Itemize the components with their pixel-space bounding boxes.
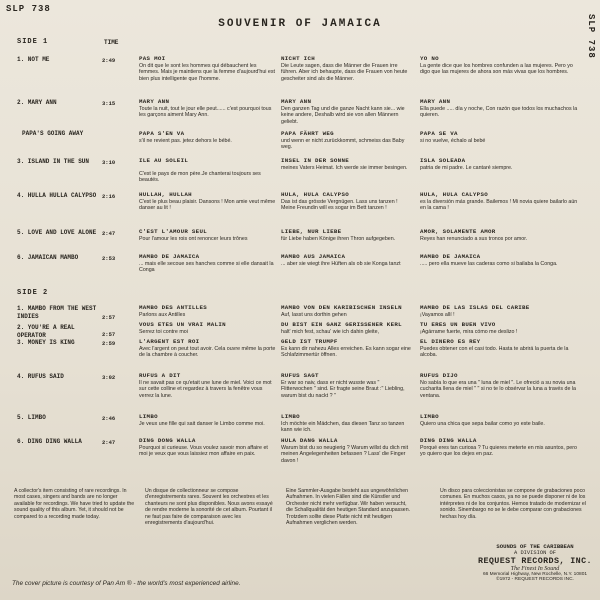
lyric-text: Pour l'amour les rois ont renoncer leurs trônes [139,235,248,242]
cover-credit: The cover picture is courtesy of Pan Am ® - the world's most experienced airline. [12,580,241,587]
lyric-block-de [281,99,411,125]
lyric-text: ... aber sie wiegt ihre Hüften als ob sie Konga tanzt [281,260,401,267]
lyric-text: und wenn er nicht zurückkommt, schmeiss das Baby weg. [281,137,405,151]
track-time: 2:16 [102,193,116,200]
lyric-text: patria de mi padre. Le cantaré siempre. [420,164,513,171]
lyric-block-fr [139,254,276,274]
lyric-heading: MARY ANN [420,98,451,105]
catalog-number-top-left: SLP 738 [6,4,51,14]
lyric-text: Porqué eres tan curiosa ? Tu quieres meterte en mis asuntos, pero yo quiero que los dejes en paz. [420,444,577,458]
lyric-block-es [420,131,580,144]
lyric-heading: HULLAH, HULLAH [139,191,192,198]
lyric-text: Quiero una chica que sepa bailar como yo este baile. [420,420,545,427]
side-2-heading: SIDE 2 [17,289,49,297]
track-list-item: 3. ISLAND IN THE SUN [17,158,90,165]
track-time: 2:57 [102,331,116,338]
catalog-number-vertical-right: SLP 738 [586,14,596,59]
track-list-item: 2. YOU'RE A REAL OPERATOR [17,324,75,339]
lyric-block-fr [139,339,276,359]
lyric-text: Es kann dir nahezu Alles erreichen. Es kann sogar eine Schlafzimmertür öffnen. [281,345,411,359]
lyric-text: Er war so naiv, dass er nicht wusste was " Flitterwochen " sind. Er fragte seine Braut :" Liebling, warum bist du nackt ? " [281,379,405,399]
lyric-block-de [281,322,411,335]
lyric-block-de [281,158,411,171]
label-address: 66 Memorial Highway, New Rochelle, N.Y. 10801 [482,572,588,577]
track-list-item: 5. LOVE AND LOVE ALONE [17,229,97,236]
track-list-item: 5. LIMBO [17,414,46,421]
track-list-item: 4. RUFUS SAID [17,373,64,380]
lyric-block-es [420,322,580,335]
lyric-block-fr [139,99,276,119]
lyric-block-de [281,131,411,151]
lyric-heading: DING DONG WALLA [139,437,196,444]
lyric-text: Warum bist du so neugierig ? Warum willst du dich mit meinen Angelegenheiten befassen ? Lass' die Finger davon ! [281,444,409,464]
lyric-block-de [281,438,411,464]
track-time: 2:57 [102,314,116,321]
lyric-block-de [281,56,411,82]
lyric-block-es [420,192,580,212]
track-time: 3:10 [102,159,116,166]
lyric-heading: PAPA S'EN VA [139,130,185,137]
track-list-item: 6. DING DING WALLA [17,438,82,445]
lyric-text: ¡Agárrame fuerte, mira cómo me deslizo ! [420,328,518,335]
track-list-item: 3. MONEY IS KING [17,339,75,346]
lyric-heading: RUFUS SAGT [281,372,319,379]
lyric-heading: MARY ANN [281,98,312,105]
label-tagline: The Finest In Sound [510,566,560,572]
lyric-heading: LIMBO [139,413,158,420]
label-copyright: ©1972 - REQUEST RECORDS INC. [496,577,574,582]
lyric-heading: YO NO [420,55,439,62]
lyric-text: Parlons aux Antilles [139,311,186,318]
lyric-text: Pourquoi si curieuse. Vous voulez savoir mon affaire et moi je veux que vous laissiez mon affaire en paix. [139,444,268,458]
lyric-heading: L'ARGENT EST ROI [139,338,200,345]
lyric-block-de [281,414,411,434]
label-line-sounds: SOUNDS OF THE CARIBBEAN [496,543,574,550]
lyric-text: Ich möchte ein Mädchen, das diesen Tanz so tanzen kann wie ich. [281,420,405,434]
lyric-block-fr [139,56,276,82]
lyric-block-es [420,305,580,318]
lyric-block-de [281,229,411,242]
lyric-heading: DING DING WALLA [420,437,477,444]
lyric-heading: LIMBO [420,413,439,420]
lyric-block-es [420,414,580,427]
lyric-heading: MAMBO DE JAMAICA [420,253,481,260]
lyric-block-es [420,438,580,458]
lyric-heading: MAMBO AUS JAMAICA [281,253,346,260]
lyric-block-es [420,99,580,119]
lyric-block-fr [139,158,276,184]
lyric-heading: INSEL IN DER SONNE [281,157,350,164]
time-heading: TIME [104,39,119,46]
lyric-heading: EL DINERO ES REY [420,338,481,345]
lyric-text: ¡Vayamos allí ! [420,311,455,318]
lyric-heading: DU BIST EIN GANZ GERISSENER KERL [281,321,402,328]
track-time: 3:15 [102,100,116,107]
track-time: 2:47 [102,230,116,237]
lyric-heading: ISLA SOLEADA [420,157,466,164]
lyric-text: C'est le plus beau plaisir. Dansons ! Mon amie veut même danser au lit ! [139,198,276,212]
lyric-block-de [281,305,411,318]
lyric-text: s'il ne revient pas. jetez dehors le bébé. [139,137,232,144]
collector-note-fr: Un disque de collectionneur se compose d'enregistrements rares. Souvent les orchestres et les chanteurs ne sont plus disponibles. Nous avons essayé de rendre moderne la sonorité de cet album. Pourtant il ne faut pas faire de comparaison avec les enregistrements d'aujourd'hui. [145,488,273,527]
lyric-text: ... mais elle secoue ses hanches comme si elle dansait la Conga [139,260,274,274]
lyric-heading: MAMBO VON DEN KARIBISCHEN INSELN [281,304,402,311]
lyric-text: meines Vaters Heimat. Ich werde sie immer besingen. [281,164,408,171]
lyric-text: Toute la nuit, tout le jour elle peut...... c'est pourquoi tous les garçons aiment Mary Ann. [139,105,272,119]
album-title: SOUVENIR OF JAMAICA [218,18,382,30]
track-time: 3:02 [102,374,116,381]
lyric-block-es [420,339,580,359]
lyric-heading: ILE AU SOLEIL [139,157,189,164]
label-line-division: A DIVISION OF [513,550,557,556]
collector-note-es: Un disco para coleccionistas se compone de grabaciones poco comunes. En muchos casos, ya no se puede disponer ni de los intérpretes ni de los conjuntos. Hemos tratado de modernizar el sonido. Sinembargo no se le debe comparar con grabaciones hechas hoy día. [440,488,586,520]
side-1-heading: SIDE 1 [17,38,49,46]
lyric-block-es [420,158,580,171]
track-time: 2:46 [102,415,116,422]
lyric-heading: PAPA SE VA [420,130,458,137]
lyric-block-de [281,192,411,212]
lyric-text: Il ne savait pas ce qu'etait une lune de miel. Voici ce mot sur cette colline et regardez à travers la fenêtre vous verrez la lune. [139,379,272,399]
lyric-text: Den ganzen Tag und die ganze Nacht kann sie... wie keine andere, Deshalb wird sie von allen Männern geliebt. [281,105,405,125]
lyric-heading: C'EST L'AMOUR SEUL [139,228,208,235]
lyric-heading: AMOR, SOLAMENTE AMOR [420,228,496,235]
lyric-heading: RUFUS A DIT [139,372,181,379]
track-time: 2:53 [102,255,116,262]
lyric-block-fr [139,373,276,399]
lyric-heading: HULA, HULA CALYPSO [281,191,350,198]
lyric-text: Das ist das grösste Vergnügen. Lass uns tanzen ! Meine Freundin will es sogar im Bett tanzen ! [281,198,398,212]
collector-note-de: Eine Sammler-Ausgabe besteht aus ungewöhnlichen Aufnahmen. In vielen Fällen sind die Künstler und Orchester nicht mehr verfügbar. Wir haben versucht, die Schallqualität den heutigen Standard anzupassen. Trotzdem sollte diese Platte nicht mit heutigen Aufnahmen verglichen werden. [286,488,411,527]
lyric-text: halt' mich fest, schau' wie ich dahin gleite, [281,328,380,335]
track-time: 2:49 [102,57,116,64]
track-time: 2:59 [102,340,116,347]
track-list-item: 1. MAMBO FROM THE WEST INDIES [17,305,97,320]
lyric-text: La gente dice que los hombres confunden a las mujeres. Pero yo digo que las mujeres de ahora son más vivas que los hombres. [420,62,573,76]
lyric-block-fr [139,131,276,144]
lyric-block-es [420,229,580,242]
lyric-block-de [281,373,411,399]
lyric-heading: HULA DANG WALLA [281,437,338,444]
lyric-text: ..... pero ella mueve las caderas como si bailaba la Conga. [420,260,558,267]
lyric-text: Avec l'argent on peut tout avoir. Cela ouvre même la porte de la chambre à coucher. [139,345,276,359]
track-list-item: 6. JAMAICAN MAMBO [17,254,79,261]
lyric-heading: VOUS ETES UN VRAI MALIN [139,321,226,328]
lyric-heading: PAPA FÄHRT WEG [281,130,334,137]
label-name: REQUEST RECORDS, INC. [478,556,592,566]
lyric-text: Puedes obtener con el casi todo. Hasta te abrirá la puerta de la alcoba. [420,345,569,359]
lyric-block-fr [139,322,276,335]
lyric-text: für Liebe haben Könige ihren Thron aufgegeben. [281,235,396,242]
lyric-block-de [281,339,411,359]
lyric-heading: MAMBO DES ANTILLES [139,304,208,311]
lyric-heading: MAMBO DE LAS ISLAS DEL CARIBE [420,304,530,311]
lyric-heading: MARY ANN [139,98,170,105]
track-time: 2:47 [102,439,116,446]
collector-note-en: A collector's item consisting of rare recordings. In most cases, singers and bands are no longer available for recordings. We have tried to update the sound quality of this album. Yet, it should not be compared to a recording made today. [14,488,135,520]
lyric-text: es la diversión más grande. Bailemos ! Mi novia quiere bailarlo aún en la cama ! [420,198,578,212]
track-list-item: PAPA'S GOING AWAY [22,130,84,137]
lyric-heading: RUFUS DIJO [420,372,458,379]
track-list-item: 2. MARY ANN [17,99,57,106]
lyric-block-es [420,373,580,399]
lyric-block-es [420,254,580,267]
lyric-text: si no vuelve, échalo al bebé [420,137,486,144]
label-imprint [470,543,600,582]
lyric-heading: MAMBO DE JAMAICA [139,253,200,260]
lyric-block-fr [139,192,276,212]
lyric-text: Auf, lasst uns dorthin gehen [281,311,347,318]
lyric-text: C'est le pays de mon père.Je chanterai toujours ses beautés. [139,170,261,184]
lyric-heading: GELD IST TRUMPF [281,338,338,345]
lyric-text: Ella puede ..... día y noche, Con razón que todos los muchachos la quieren. [420,105,578,119]
lyric-text: Die Leute sagen, dass die Männer die Frauen irre führen. Aber ich behaupte, dass die Frauen von heute gescheiter sind als die Männer. [281,62,408,82]
lyric-text: Reyes han renunciado a sus tronos por amor. [420,235,528,242]
lyric-text: Je veux une fille qui sait danser le Limbo comme moi. [139,420,265,427]
lyric-block-fr [139,438,276,458]
lyric-block-de [281,254,411,267]
lyric-block-fr [139,305,276,318]
lyric-text: Serrez toi contre moi [139,328,188,335]
lyric-text: On dit que le sont les hommes qui débauchent les femmes. Mais je maintiens que la femme d'aujourd'hui est bien plus intelligente que l'homme. [139,62,275,82]
lyric-text: No sabía lo que era una " luna de miel ". Le ofreció a su novia una cucharita llena de miel " " si no te lo obsérvar la luna a través de la ventana. [420,379,576,399]
lyric-heading: TU ERES UN BUEN VIVO [420,321,496,328]
lyric-heading: HULA, HULA CALYPSO [420,191,489,198]
lyric-block-fr [139,414,276,427]
lyric-block-fr [139,229,276,242]
lyric-block-es [420,56,580,76]
track-list-item: 1. NOT ME [17,56,50,63]
track-list-item: 4. HULLA HULLA CALYPSO [17,192,97,199]
lyric-heading: PAS MOI [139,55,166,62]
lyric-heading: NICHT ICH [281,55,316,62]
lyric-heading: LIMBO [281,413,300,420]
lyric-heading: LIEBE, NUR LIEBE [281,228,342,235]
